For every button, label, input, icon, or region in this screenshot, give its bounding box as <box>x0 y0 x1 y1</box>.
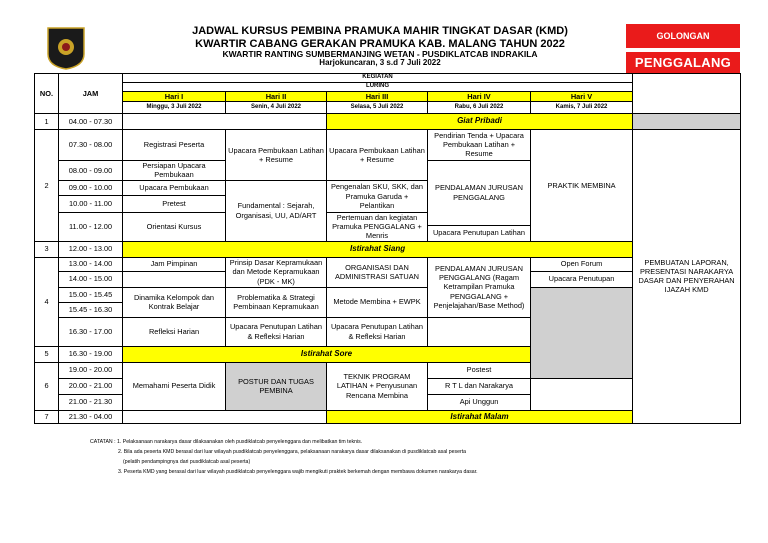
row-number: 6 <box>35 362 59 410</box>
empty-cell <box>428 317 531 346</box>
activity-cell: Orientasi Kursus <box>123 212 226 241</box>
time-cell: 08.00 - 09.00 <box>59 160 123 180</box>
time-cell: 10.00 - 11.00 <box>59 195 123 212</box>
activity-cell: Jam Pimpinan <box>123 257 226 271</box>
time-cell: 16.30 - 19.00 <box>59 346 123 362</box>
header-jam: JAM <box>59 74 123 114</box>
activity-cell: TEKNIK PROGRAM LATIHAN + Penyusunan Rencana Membina <box>327 362 428 410</box>
title-line-3: KWARTIR RANTING SUMBERMANJING WETAN - PUSDIKLATCAB INDRAKILA <box>222 49 538 59</box>
golongan-value: PENGGALANG <box>626 52 740 73</box>
date-header: Minggu, 3 Juli 2022 <box>123 101 226 113</box>
activity-cell: Prinsip Dasar Kepramukaan dan Metode Kepramukaan (PDK - MK) <box>226 257 327 287</box>
time-cell: 14.00 - 15.00 <box>59 271 123 287</box>
activity-cell: Persiapan Upacara Pembukaan <box>123 160 226 180</box>
activity-cell: Upacara Pembukaan Latihan + Resume <box>327 129 428 180</box>
date-header: Kamis, 7 Juli 2022 <box>531 101 633 113</box>
row-number: 7 <box>35 410 59 423</box>
activity-cell: Pendirian Tenda + Upacara Pembukaan Latihan + Resume <box>428 129 531 160</box>
activity-cell: Upacara Pembukaan Latihan + Resume <box>226 129 327 180</box>
row-number: 5 <box>35 346 59 362</box>
day-header: Hari V <box>531 91 633 101</box>
activity-cell: Problematika & Strategi Pembinaan Kepramukaan <box>226 287 327 317</box>
header-kegiatan: KEGIATAN <box>123 74 633 83</box>
time-cell: 21.00 - 21.30 <box>59 394 123 410</box>
day-header: Hari I <box>123 91 226 101</box>
break-istirahat-siang: Istirahat Siang <box>123 241 633 257</box>
activity-cell: Refleksi Harian <box>123 317 226 346</box>
empty-cell <box>531 287 633 378</box>
activity-cell: PENDALAMAN JURUSAN PENGGALANG (Ragam Ketrampilan Pramuka PENGGALANG + Penjelajahan/Base Method) <box>428 257 531 317</box>
activity-cell: Fundamental : Sejarah, Organisasi, UU, AD/ART <box>226 180 327 241</box>
row-number: 3 <box>35 241 59 257</box>
note-line: 2. Bila ada peserta KMD berasal dari luar wilayah pusdiklatcab penyelenggara, pelaksanaan narakarya dasar dilaksanakan di pusdiklatcab asal peserta <box>118 449 467 455</box>
indrakila-logo <box>46 26 86 70</box>
break-giat-pribadi: Giat Pribadi <box>327 113 633 129</box>
day-header: Hari II <box>226 91 327 101</box>
date-header: Rabu, 6 Juli 2022 <box>428 101 531 113</box>
activity-cell: Postest <box>428 362 531 378</box>
note-text: 1. Pelaksanaan narakarya dasar dilaksanakan oleh pusdiklatcab penyelenggara dan melibatkan tim teknis. <box>117 439 363 445</box>
day-header: Hari IV <box>428 91 531 101</box>
activity-cell: Api Unggun <box>428 394 531 410</box>
time-cell: 13.00 - 14.00 <box>59 257 123 271</box>
header-luring: LURING <box>123 82 633 91</box>
activity-cell: ORGANISASI DAN ADMINISTRASI SATUAN <box>327 257 428 287</box>
notes-label: CATATAN : <box>90 439 116 445</box>
empty-cell <box>123 271 226 287</box>
row-number: 1 <box>35 113 59 129</box>
activity-cell: Open Forum <box>531 257 633 271</box>
day-header: Hari III <box>327 91 428 101</box>
date-header: Senin, 4 Juli 2022 <box>226 101 327 113</box>
activity-cell: Pretest <box>123 195 226 212</box>
time-cell: 20.00 - 21.00 <box>59 378 123 394</box>
note-line: (pelatih pendampingnya dari pusdiklatcab asal peserta) <box>123 459 251 465</box>
activity-cell: Metode Membina + EWPK <box>327 287 428 317</box>
date-header: Selasa, 5 Juli 2022 <box>327 101 428 113</box>
activity-cell: R T L dan Narakarya <box>428 378 531 394</box>
activity-cell: Upacara Penutupan Latihan & Refleksi Harian <box>327 317 428 346</box>
header-no: NO. <box>35 74 59 114</box>
time-cell: 16.30 - 17.00 <box>59 317 123 346</box>
time-cell: 09.00 - 10.00 <box>59 180 123 195</box>
header-blank <box>633 74 741 114</box>
break-istirahat-sore: Istirahat Sore <box>123 346 531 362</box>
time-cell: 12.00 - 13.00 <box>59 241 123 257</box>
empty-cell <box>633 113 741 129</box>
activity-cell: Dinamika Kelompok dan Kontrak Belajar <box>123 287 226 317</box>
row-number: 2 <box>35 129 59 241</box>
activity-cell: PENDALAMAN JURUSAN PENGGALANG <box>428 160 531 225</box>
time-cell: 11.00 - 12.00 <box>59 212 123 241</box>
activity-cell: Pengenalan SKU, SKK, dan Pramuka Garuda + Pelantikan <box>327 180 428 212</box>
time-cell: 15.45 - 16.30 <box>59 302 123 317</box>
activity-cell: Upacara Penutupan <box>531 271 633 287</box>
schedule-table <box>34 73 741 424</box>
note-line: 3. Peserta KMD yang berasal dari luar wilayah pusdiklatcab penyelenggara wajib mengikuti praktek berkemah dengan membawa dokumen narakarya dasar. <box>118 469 478 475</box>
empty-cell <box>123 113 327 129</box>
activity-cell: Registrasi Peserta <box>123 129 226 160</box>
empty-cell <box>123 410 327 423</box>
time-cell: 19.00 - 20.00 <box>59 362 123 378</box>
notes-section <box>90 437 730 477</box>
title-line-1: JADWAL KURSUS PEMBINA PRAMUKA MAHIR TINGKAT DASAR (KMD) <box>192 25 568 37</box>
activity-cell: Upacara Pembukaan <box>123 180 226 195</box>
activity-cell: Upacara Penutupan Latihan & Refleksi Harian <box>226 317 327 346</box>
time-cell: 04.00 - 07.30 <box>59 113 123 129</box>
activity-cell: Upacara Penutupan Latihan <box>428 225 531 241</box>
golongan-label: GOLONGAN <box>626 24 740 48</box>
activity-cell: PRAKTIK MEMBINA <box>531 129 633 241</box>
break-istirahat-malam: Istirahat Malam <box>327 410 633 423</box>
time-cell: 07.30 - 08.00 <box>59 129 123 160</box>
activity-cell: Pertemuan dan kegiatan Pramuka PENGGALANG + Menris <box>327 212 428 241</box>
note-line <box>90 437 730 447</box>
time-cell: 15.00 - 15.45 <box>59 287 123 302</box>
row-number: 4 <box>35 257 59 346</box>
title-line-2: KWARTIR CABANG GERAKAN PRAMUKA KAB. MALANG TAHUN 2022 <box>195 38 565 50</box>
activity-cell: POSTUR DAN TUGAS PEMBINA <box>226 362 327 410</box>
activity-cell: Memahami Peserta Didik <box>123 362 226 410</box>
activity-cell: PEMBUATAN LAPORAN, PRESENTASI NARAKARYA DASAR DAN PENYERAHAN IJAZAH KMD <box>633 129 741 423</box>
time-cell: 21.30 - 04.00 <box>59 410 123 423</box>
title-line-4: Harjokuncaran, 3 s.d 7 Juli 2022 <box>319 58 441 67</box>
